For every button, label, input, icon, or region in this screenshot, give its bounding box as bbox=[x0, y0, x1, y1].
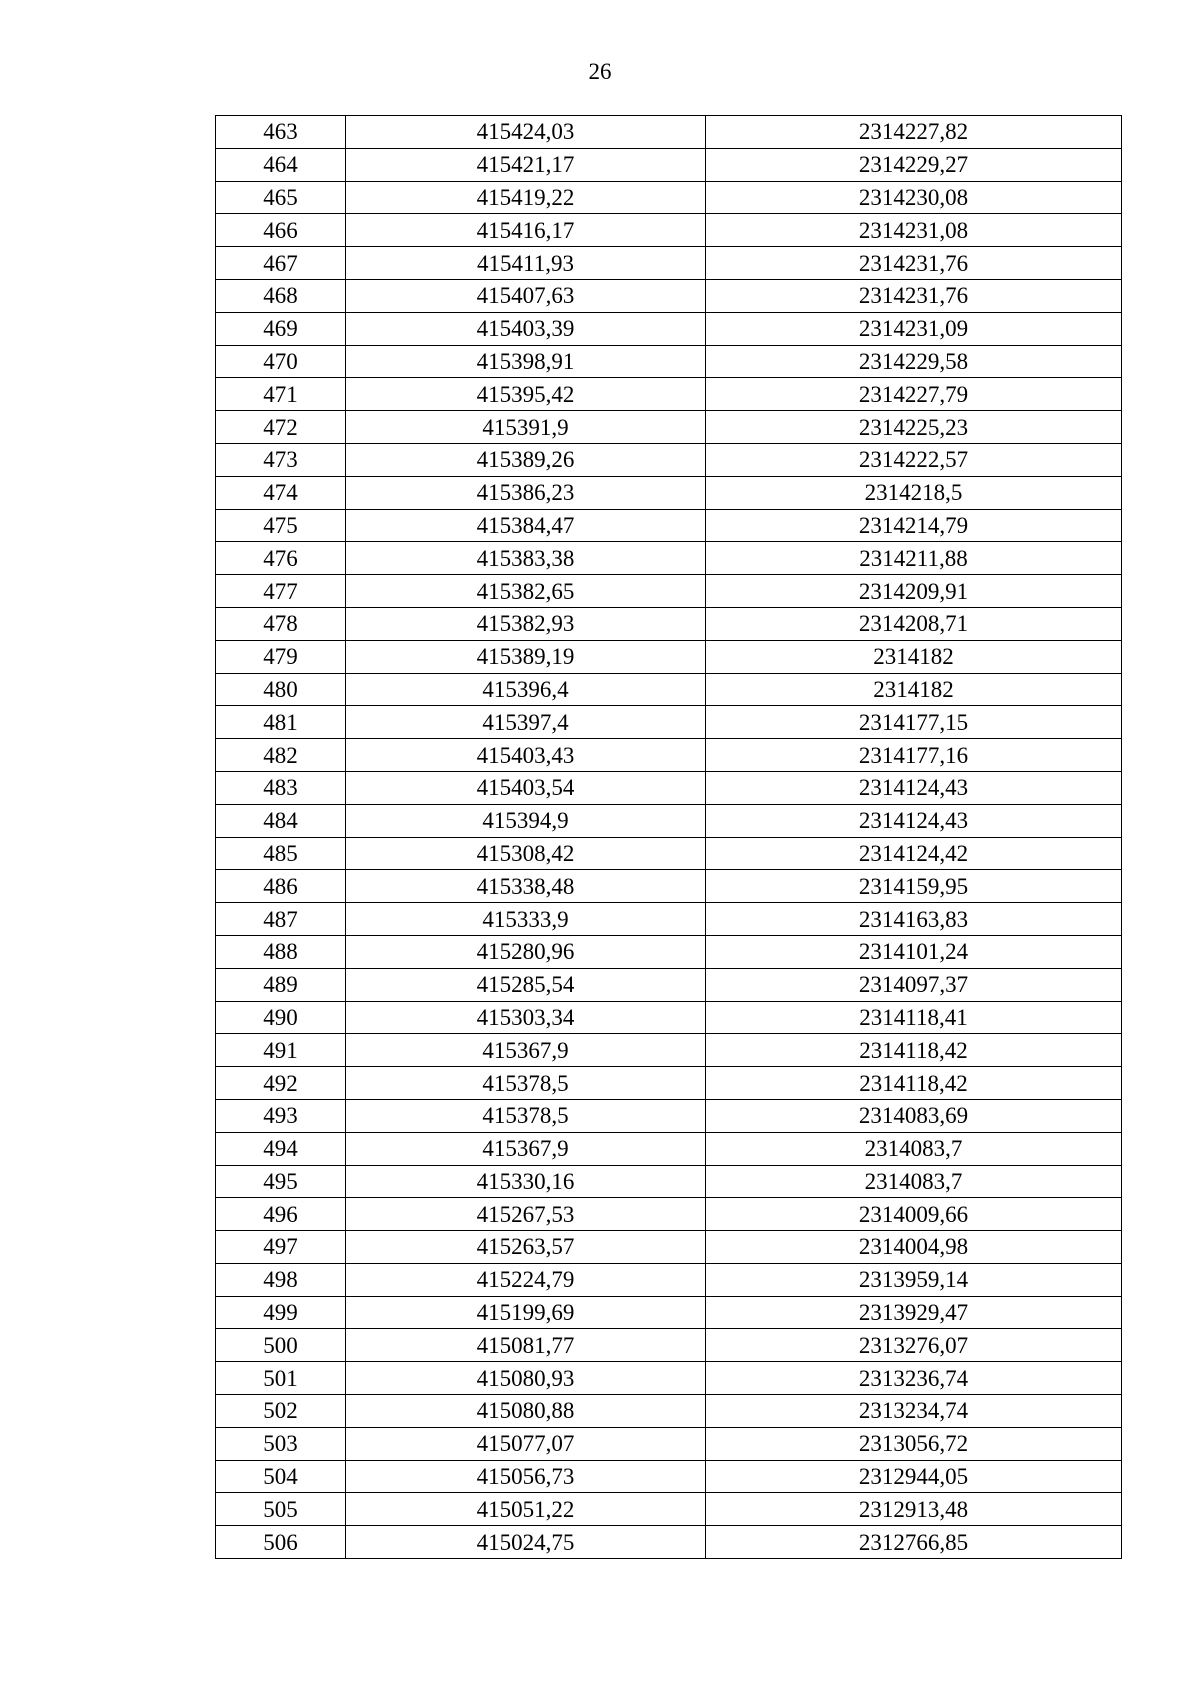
x-coordinate-cell: 415263,57 bbox=[346, 1231, 706, 1264]
x-coordinate-cell: 415383,38 bbox=[346, 542, 706, 575]
table-row bbox=[216, 1329, 1122, 1362]
y-coordinate-cell: 2314231,76 bbox=[706, 279, 1122, 312]
point-number-cell: 478 bbox=[216, 607, 346, 640]
point-number-cell: 506 bbox=[216, 1526, 346, 1559]
x-coordinate-cell: 415330,16 bbox=[346, 1165, 706, 1198]
point-number-cell: 501 bbox=[216, 1362, 346, 1395]
x-coordinate-cell: 415419,22 bbox=[346, 181, 706, 214]
x-coordinate-cell: 415411,93 bbox=[346, 247, 706, 280]
point-number-cell: 464 bbox=[216, 148, 346, 181]
point-number-cell: 484 bbox=[216, 804, 346, 837]
point-number-cell: 499 bbox=[216, 1296, 346, 1329]
point-number-cell: 480 bbox=[216, 673, 346, 706]
y-coordinate-cell: 2313056,72 bbox=[706, 1427, 1122, 1460]
y-coordinate-cell: 2314097,37 bbox=[706, 968, 1122, 1001]
table-row bbox=[216, 1395, 1122, 1428]
x-coordinate-cell: 415024,75 bbox=[346, 1526, 706, 1559]
point-number-cell: 479 bbox=[216, 640, 346, 673]
y-coordinate-cell: 2314230,08 bbox=[706, 181, 1122, 214]
x-coordinate-cell: 415080,93 bbox=[346, 1362, 706, 1395]
table-row bbox=[216, 1362, 1122, 1395]
table-row bbox=[216, 312, 1122, 345]
y-coordinate-cell: 2314124,42 bbox=[706, 837, 1122, 870]
y-coordinate-cell: 2312944,05 bbox=[706, 1460, 1122, 1493]
y-coordinate-cell: 2314222,57 bbox=[706, 443, 1122, 476]
x-coordinate-cell: 415424,03 bbox=[346, 116, 706, 149]
x-coordinate-cell: 415397,4 bbox=[346, 706, 706, 739]
y-coordinate-cell: 2312766,85 bbox=[706, 1526, 1122, 1559]
y-coordinate-cell: 2313276,07 bbox=[706, 1329, 1122, 1362]
y-coordinate-cell: 2314083,7 bbox=[706, 1165, 1122, 1198]
y-coordinate-cell: 2314208,71 bbox=[706, 607, 1122, 640]
table-row bbox=[216, 706, 1122, 739]
x-coordinate-cell: 415077,07 bbox=[346, 1427, 706, 1460]
table-row bbox=[216, 279, 1122, 312]
point-number-cell: 481 bbox=[216, 706, 346, 739]
point-number-cell: 470 bbox=[216, 345, 346, 378]
point-number-cell: 463 bbox=[216, 116, 346, 149]
x-coordinate-cell: 415378,5 bbox=[346, 1067, 706, 1100]
table-row bbox=[216, 1460, 1122, 1493]
y-coordinate-cell: 2314218,5 bbox=[706, 476, 1122, 509]
point-number-cell: 488 bbox=[216, 935, 346, 968]
y-coordinate-cell: 2314118,42 bbox=[706, 1034, 1122, 1067]
x-coordinate-cell: 415382,65 bbox=[346, 575, 706, 608]
x-coordinate-cell: 415333,9 bbox=[346, 903, 706, 936]
x-coordinate-cell: 415081,77 bbox=[346, 1329, 706, 1362]
point-number-cell: 472 bbox=[216, 411, 346, 444]
table-row bbox=[216, 247, 1122, 280]
point-number-cell: 493 bbox=[216, 1099, 346, 1132]
y-coordinate-cell: 2314214,79 bbox=[706, 509, 1122, 542]
x-coordinate-cell: 415391,9 bbox=[346, 411, 706, 444]
y-coordinate-cell: 2314229,27 bbox=[706, 148, 1122, 181]
point-number-cell: 465 bbox=[216, 181, 346, 214]
x-coordinate-cell: 415407,63 bbox=[346, 279, 706, 312]
y-coordinate-cell: 2314177,16 bbox=[706, 739, 1122, 772]
x-coordinate-cell: 415303,34 bbox=[346, 1001, 706, 1034]
x-coordinate-cell: 415386,23 bbox=[346, 476, 706, 509]
x-coordinate-cell: 415378,5 bbox=[346, 1099, 706, 1132]
point-number-cell: 468 bbox=[216, 279, 346, 312]
table-row bbox=[216, 804, 1122, 837]
y-coordinate-cell: 2314009,66 bbox=[706, 1198, 1122, 1231]
table-row bbox=[216, 837, 1122, 870]
y-coordinate-cell: 2314101,24 bbox=[706, 935, 1122, 968]
table-row bbox=[216, 870, 1122, 903]
y-coordinate-cell: 2314229,58 bbox=[706, 345, 1122, 378]
y-coordinate-cell: 2314118,42 bbox=[706, 1067, 1122, 1100]
x-coordinate-cell: 415398,91 bbox=[346, 345, 706, 378]
y-coordinate-cell: 2314231,08 bbox=[706, 214, 1122, 247]
point-number-cell: 485 bbox=[216, 837, 346, 870]
table-row bbox=[216, 1034, 1122, 1067]
y-coordinate-cell: 2314209,91 bbox=[706, 575, 1122, 608]
table-row bbox=[216, 1198, 1122, 1231]
point-number-cell: 482 bbox=[216, 739, 346, 772]
coordinates-table bbox=[215, 115, 1122, 1559]
page-number: 26 bbox=[588, 59, 612, 84]
point-number-cell: 495 bbox=[216, 1165, 346, 1198]
table-row bbox=[216, 214, 1122, 247]
x-coordinate-cell: 415389,26 bbox=[346, 443, 706, 476]
y-coordinate-cell: 2314124,43 bbox=[706, 771, 1122, 804]
table-row bbox=[216, 968, 1122, 1001]
x-coordinate-cell: 415421,17 bbox=[346, 148, 706, 181]
table-row bbox=[216, 673, 1122, 706]
point-number-cell: 486 bbox=[216, 870, 346, 903]
coordinates-table-body bbox=[216, 116, 1122, 1559]
point-number-cell: 487 bbox=[216, 903, 346, 936]
point-number-cell: 490 bbox=[216, 1001, 346, 1034]
point-number-cell: 474 bbox=[216, 476, 346, 509]
y-coordinate-cell: 2313929,47 bbox=[706, 1296, 1122, 1329]
table-row bbox=[216, 1165, 1122, 1198]
table-row bbox=[216, 345, 1122, 378]
table-row bbox=[216, 443, 1122, 476]
point-number-cell: 489 bbox=[216, 968, 346, 1001]
y-coordinate-cell: 2314163,83 bbox=[706, 903, 1122, 936]
x-coordinate-cell: 415080,88 bbox=[346, 1395, 706, 1428]
y-coordinate-cell: 2314118,41 bbox=[706, 1001, 1122, 1034]
table-row bbox=[216, 148, 1122, 181]
table-row bbox=[216, 378, 1122, 411]
table-row bbox=[216, 1526, 1122, 1559]
point-number-cell: 503 bbox=[216, 1427, 346, 1460]
y-coordinate-cell: 2314227,79 bbox=[706, 378, 1122, 411]
y-coordinate-cell: 2314231,09 bbox=[706, 312, 1122, 345]
table-row bbox=[216, 411, 1122, 444]
point-number-cell: 476 bbox=[216, 542, 346, 575]
x-coordinate-cell: 415384,47 bbox=[346, 509, 706, 542]
table-row bbox=[216, 181, 1122, 214]
table-row bbox=[216, 1493, 1122, 1526]
x-coordinate-cell: 415394,9 bbox=[346, 804, 706, 837]
point-number-cell: 500 bbox=[216, 1329, 346, 1362]
x-coordinate-cell: 415389,19 bbox=[346, 640, 706, 673]
point-number-cell: 492 bbox=[216, 1067, 346, 1100]
table-row bbox=[216, 1132, 1122, 1165]
x-coordinate-cell: 415199,69 bbox=[346, 1296, 706, 1329]
y-coordinate-cell: 2314225,23 bbox=[706, 411, 1122, 444]
table-row bbox=[216, 1099, 1122, 1132]
x-coordinate-cell: 415395,42 bbox=[346, 378, 706, 411]
table-row bbox=[216, 509, 1122, 542]
x-coordinate-cell: 415403,39 bbox=[346, 312, 706, 345]
point-number-cell: 471 bbox=[216, 378, 346, 411]
x-coordinate-cell: 415367,9 bbox=[346, 1034, 706, 1067]
x-coordinate-cell: 415285,54 bbox=[346, 968, 706, 1001]
y-coordinate-cell: 2314231,76 bbox=[706, 247, 1122, 280]
x-coordinate-cell: 415416,17 bbox=[346, 214, 706, 247]
table-row bbox=[216, 575, 1122, 608]
point-number-cell: 496 bbox=[216, 1198, 346, 1231]
y-coordinate-cell: 2313234,74 bbox=[706, 1395, 1122, 1428]
x-coordinate-cell: 415338,48 bbox=[346, 870, 706, 903]
table-row bbox=[216, 1296, 1122, 1329]
table-row bbox=[216, 935, 1122, 968]
y-coordinate-cell: 2314083,7 bbox=[706, 1132, 1122, 1165]
y-coordinate-cell: 2314211,88 bbox=[706, 542, 1122, 575]
point-number-cell: 475 bbox=[216, 509, 346, 542]
table-row bbox=[216, 1231, 1122, 1264]
y-coordinate-cell: 2314083,69 bbox=[706, 1099, 1122, 1132]
point-number-cell: 494 bbox=[216, 1132, 346, 1165]
table-row bbox=[216, 1427, 1122, 1460]
table-row bbox=[216, 1263, 1122, 1296]
y-coordinate-cell: 2314159,95 bbox=[706, 870, 1122, 903]
point-number-cell: 466 bbox=[216, 214, 346, 247]
table-row bbox=[216, 1001, 1122, 1034]
x-coordinate-cell: 415280,96 bbox=[346, 935, 706, 968]
y-coordinate-cell: 2313959,14 bbox=[706, 1263, 1122, 1296]
y-coordinate-cell: 2313236,74 bbox=[706, 1362, 1122, 1395]
x-coordinate-cell: 415403,43 bbox=[346, 739, 706, 772]
table-row bbox=[216, 903, 1122, 936]
x-coordinate-cell: 415382,93 bbox=[346, 607, 706, 640]
x-coordinate-cell: 415051,22 bbox=[346, 1493, 706, 1526]
y-coordinate-cell: 2314182 bbox=[706, 640, 1122, 673]
x-coordinate-cell: 415224,79 bbox=[346, 1263, 706, 1296]
x-coordinate-cell: 415056,73 bbox=[346, 1460, 706, 1493]
table-row bbox=[216, 476, 1122, 509]
x-coordinate-cell: 415396,4 bbox=[346, 673, 706, 706]
point-number-cell: 504 bbox=[216, 1460, 346, 1493]
y-coordinate-cell: 2312913,48 bbox=[706, 1493, 1122, 1526]
point-number-cell: 491 bbox=[216, 1034, 346, 1067]
y-coordinate-cell: 2314177,15 bbox=[706, 706, 1122, 739]
x-coordinate-cell: 415403,54 bbox=[346, 771, 706, 804]
table-row bbox=[216, 640, 1122, 673]
table-row bbox=[216, 739, 1122, 772]
table-row bbox=[216, 771, 1122, 804]
x-coordinate-cell: 415308,42 bbox=[346, 837, 706, 870]
table-row bbox=[216, 542, 1122, 575]
x-coordinate-cell: 415367,9 bbox=[346, 1132, 706, 1165]
y-coordinate-cell: 2314124,43 bbox=[706, 804, 1122, 837]
point-number-cell: 505 bbox=[216, 1493, 346, 1526]
y-coordinate-cell: 2314182 bbox=[706, 673, 1122, 706]
x-coordinate-cell: 415267,53 bbox=[346, 1198, 706, 1231]
table-row bbox=[216, 1067, 1122, 1100]
point-number-cell: 469 bbox=[216, 312, 346, 345]
table-row bbox=[216, 607, 1122, 640]
point-number-cell: 477 bbox=[216, 575, 346, 608]
point-number-cell: 483 bbox=[216, 771, 346, 804]
y-coordinate-cell: 2314004,98 bbox=[706, 1231, 1122, 1264]
point-number-cell: 467 bbox=[216, 247, 346, 280]
point-number-cell: 473 bbox=[216, 443, 346, 476]
y-coordinate-cell: 2314227,82 bbox=[706, 116, 1122, 149]
point-number-cell: 502 bbox=[216, 1395, 346, 1428]
table-row bbox=[216, 116, 1122, 149]
point-number-cell: 498 bbox=[216, 1263, 346, 1296]
point-number-cell: 497 bbox=[216, 1231, 346, 1264]
